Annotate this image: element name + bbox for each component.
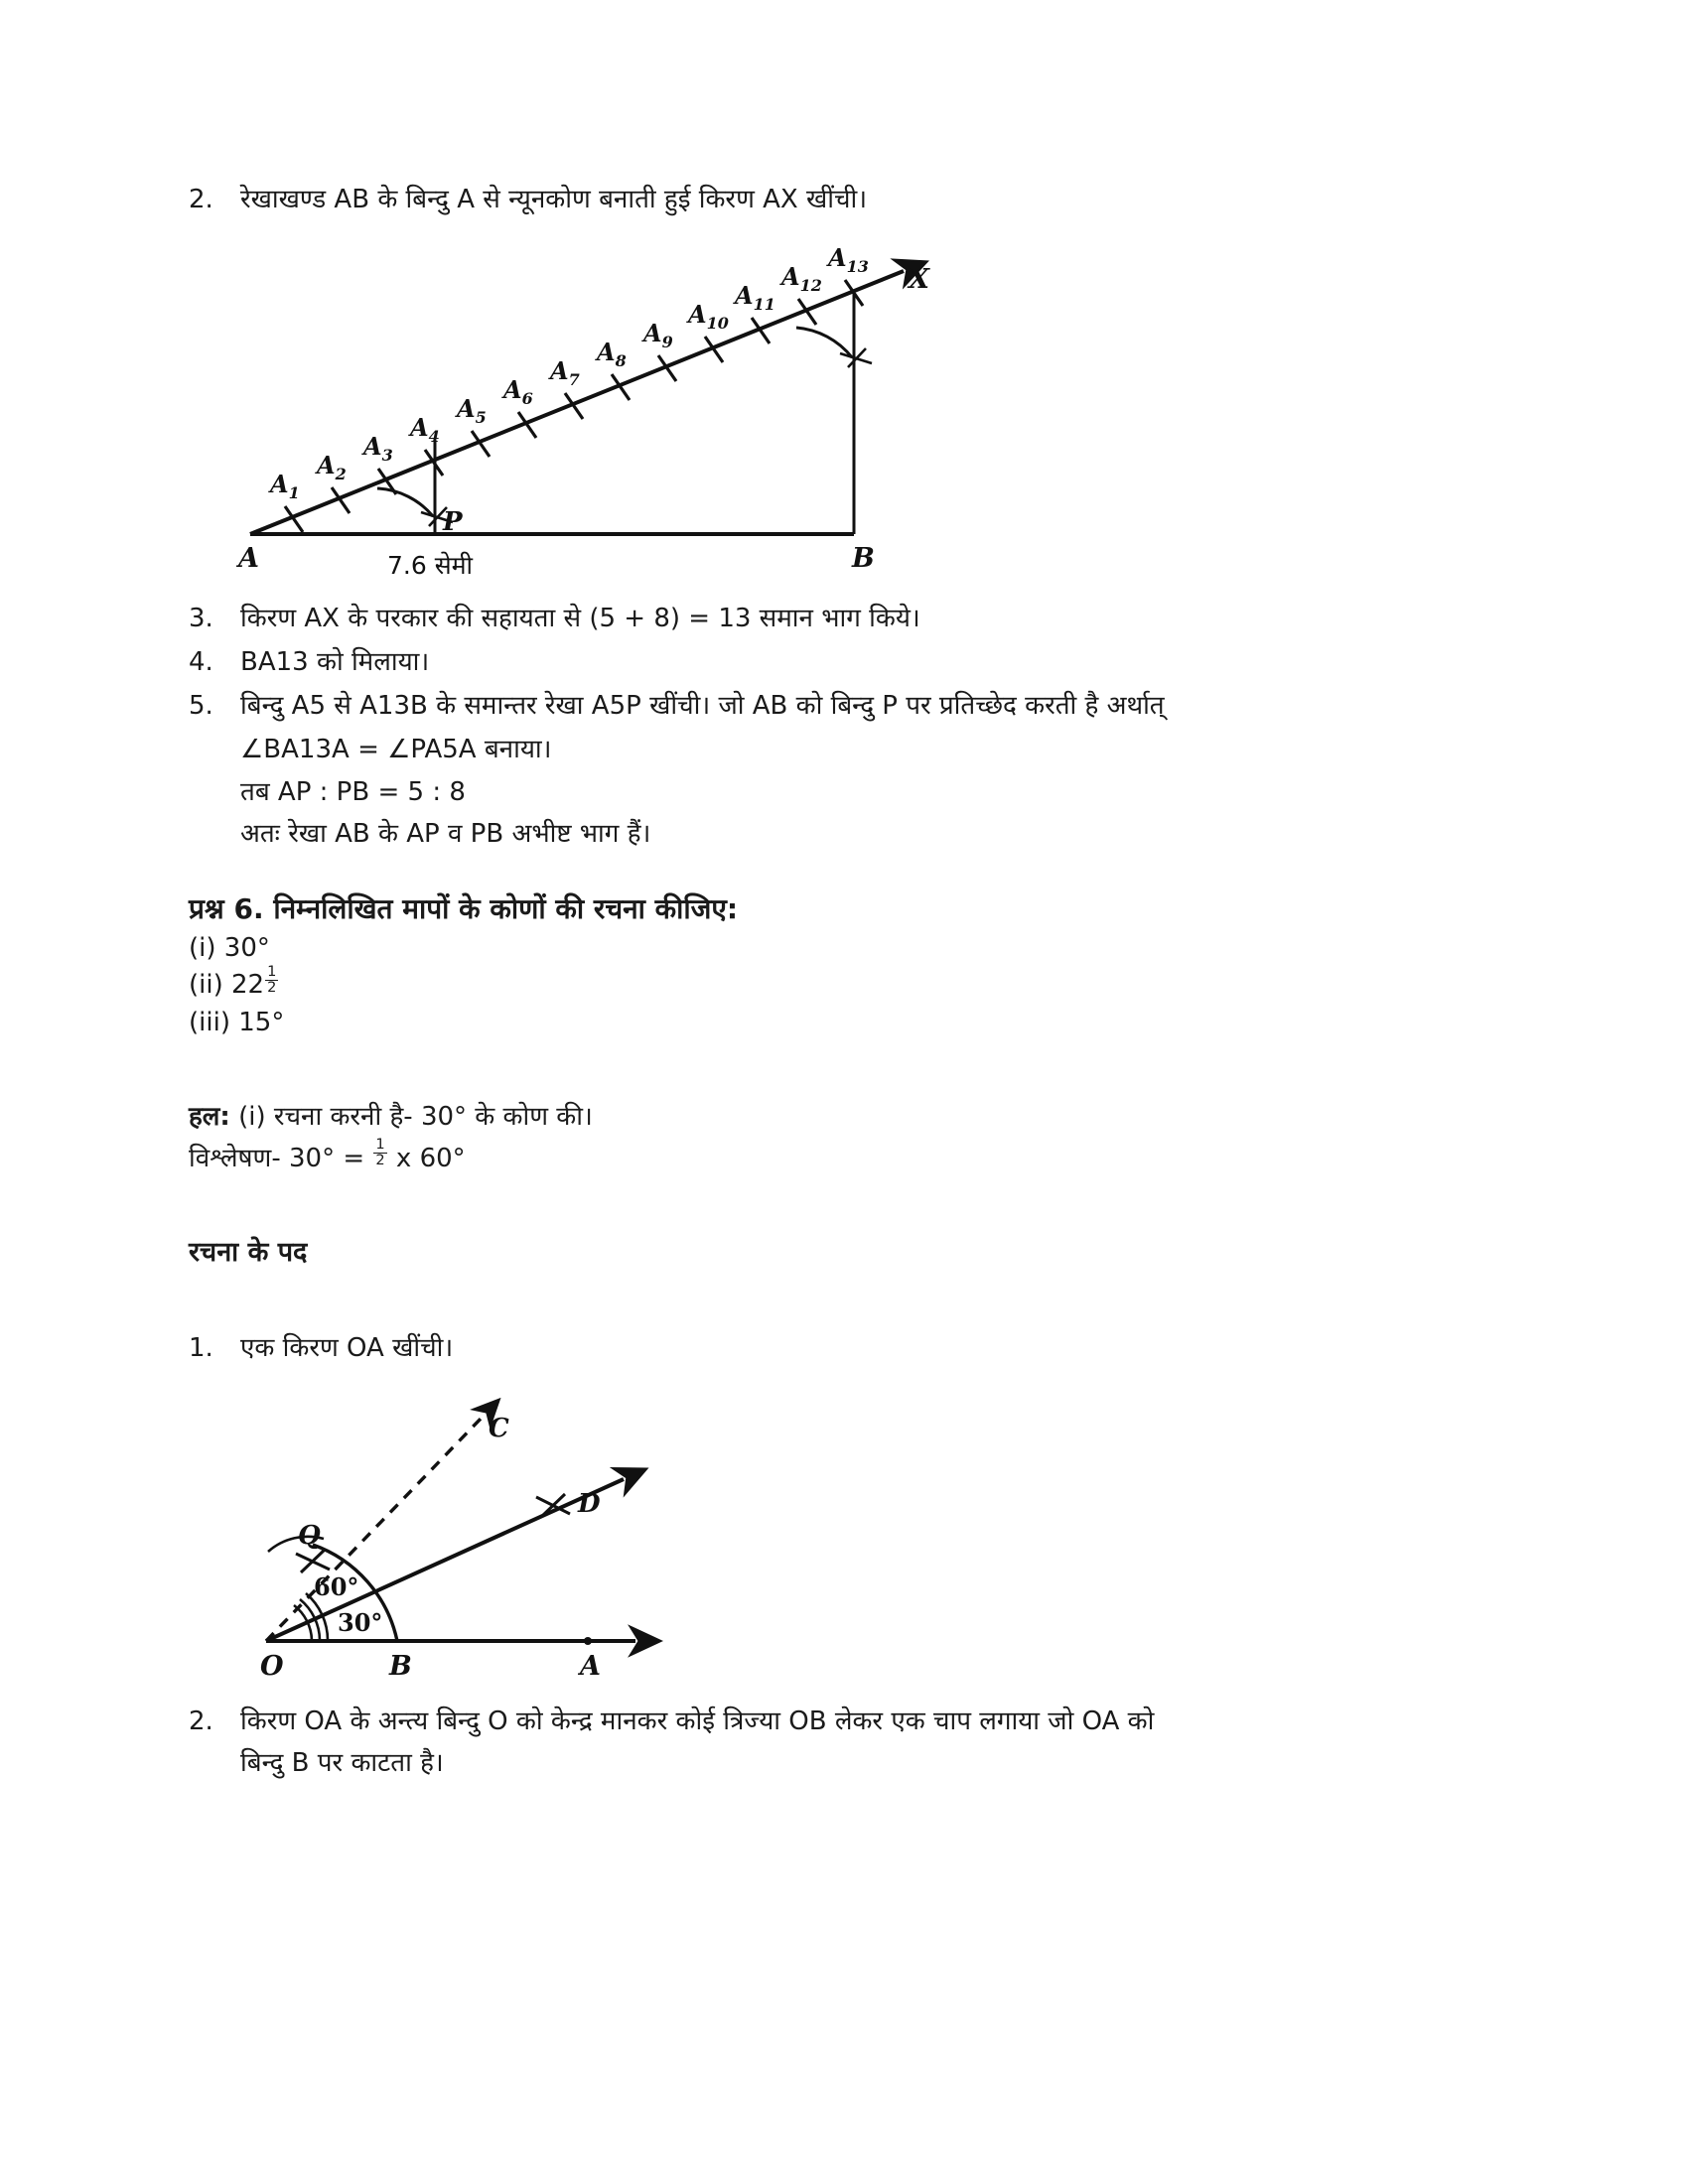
- list-text: किरण OA के अन्त्य बिन्दु O को केन्द्र मानकर कोई त्रिज्या OB लेकर एक चाप लगाया जो OA को: [240, 1706, 1155, 1736]
- list-text: रेखाखण्ड AB के बिन्दु A से न्यूनकोण बनाती हुई किरण AX खींची।: [240, 185, 868, 214]
- option-value: 15°: [238, 1008, 285, 1038]
- label-b: B: [389, 1650, 412, 1682]
- fraction-numerator: 1: [267, 962, 277, 980]
- caption-length: 7.6 सेमी: [387, 551, 474, 581]
- list-marker: 2.: [189, 185, 213, 214]
- label-a-vertex: A: [238, 543, 259, 575]
- cross-mark-q: [296, 1550, 330, 1572]
- question6-option-ii: [189, 962, 1509, 1005]
- fraction-denominator: 2: [267, 978, 277, 996]
- list-marker: 4.: [189, 647, 213, 678]
- label-a11: $A_{11}$: [735, 281, 775, 315]
- label-a8: $A_8$: [597, 338, 627, 371]
- steps-list-after-fig1: [189, 598, 1509, 727]
- label-angle-60: 60°: [314, 1571, 359, 1601]
- fraction-numerator: 1: [375, 1136, 385, 1154]
- list-text: BA13 को मिलाया।: [240, 647, 430, 678]
- list-item: [189, 685, 1509, 727]
- option-label: (iii): [189, 1008, 230, 1038]
- page-content: [189, 179, 1509, 1786]
- list-marker: 3.: [189, 604, 213, 634]
- figure-angle-construction: [238, 1385, 1509, 1687]
- construction-steps-list-2: [189, 1701, 1509, 1784]
- label-c: C: [489, 1413, 509, 1443]
- question6-heading: प्रश्न 6. निम्नलिखित मापों के कोणों की रचना कीजिए:: [189, 891, 739, 925]
- analysis-suffix: x 60°: [387, 1143, 466, 1173]
- question6-option-i: [189, 930, 1509, 968]
- analysis-fraction: [373, 1138, 386, 1168]
- list-marker: 5.: [189, 691, 213, 722]
- fraction-denominator: 2: [375, 1152, 385, 1169]
- option-label: (i): [189, 932, 216, 963]
- label-angle-30: 30°: [338, 1607, 383, 1637]
- label-a13: $A_{13}$: [828, 243, 869, 277]
- label-a9: $A_9$: [643, 319, 673, 352]
- analysis-prefix: विश्लेषण- 30° =: [189, 1143, 373, 1173]
- step5-line-angle: ∠BA13A = ∠PA5A बनाया।: [240, 735, 552, 765]
- option-label: (ii): [189, 970, 223, 1001]
- list-text: एक किरण OA खींची।: [240, 1332, 454, 1363]
- figure1-svg: [209, 236, 963, 594]
- label-p: P: [443, 507, 463, 538]
- construction-heading: रचना के पद: [189, 1237, 308, 1269]
- division-ticks: [285, 280, 863, 532]
- construction-steps-list-1: [189, 1327, 1509, 1369]
- label-a1: $A_1$: [270, 470, 300, 503]
- label-a3: $A_3$: [363, 432, 393, 466]
- label-a: A: [580, 1650, 601, 1682]
- arc-angle-a13: [796, 328, 852, 357]
- list-text: किरण AX के परकार की सहायता से (5 + 8) = 13 समान भाग किये।: [240, 604, 920, 634]
- option-value: 30°: [223, 932, 270, 963]
- steps-list-top: [189, 179, 1509, 220]
- figure2-svg: [238, 1385, 695, 1683]
- figure-ab-division: [209, 236, 1509, 598]
- label-a5: $A_5$: [457, 394, 487, 428]
- step5-line-ratio: तब AP : PB = 5 : 8: [240, 776, 466, 807]
- label-a4: $A_4$: [410, 413, 440, 447]
- solution-line: [189, 1096, 1509, 1138]
- label-d: D: [578, 1488, 601, 1519]
- label-a6: $A_6$: [503, 375, 533, 409]
- point-a-dot: [584, 1637, 592, 1645]
- label-a12: $A_{12}$: [781, 262, 822, 296]
- list-item: [189, 598, 1509, 639]
- list-item: [189, 1701, 1509, 1784]
- solution-text: (i) रचना करनी है- 30° के कोण की।: [238, 1101, 593, 1132]
- list-item: [189, 1327, 1509, 1369]
- label-a7: $A_7$: [550, 356, 580, 390]
- label-a2: $A_2$: [317, 451, 347, 484]
- label-a10: $A_{10}$: [688, 300, 729, 334]
- ray-od: [266, 1479, 624, 1641]
- option-value: 22: [231, 970, 265, 1001]
- step5-line-conclusion: अतः रेखा AB के AP व PB अभीष्ट भाग हैं।: [240, 818, 651, 849]
- list-marker: 1.: [189, 1332, 213, 1363]
- list-text: बिन्दु A5 से A13B के समान्तर रेखा A5P खींची। जो AB को बिन्दु P पर प्रतिच्छेद करती है अर्थात्: [240, 691, 1165, 722]
- label-o: O: [260, 1650, 284, 1682]
- list-item: [189, 641, 1509, 683]
- label-x: X: [909, 264, 929, 296]
- label-b-vertex: B: [852, 543, 875, 575]
- solution-label: हल:: [189, 1101, 230, 1132]
- label-q: Q: [298, 1520, 321, 1551]
- list-text-line2: बिन्दु B पर काटता है।: [240, 1747, 444, 1778]
- list-marker: 2.: [189, 1706, 213, 1736]
- division-labels: [268, 243, 869, 502]
- list-item: [189, 179, 1509, 220]
- analysis-line: [189, 1138, 1509, 1179]
- mixed-fraction: [265, 962, 278, 996]
- question6-option-iii: [189, 1005, 1509, 1042]
